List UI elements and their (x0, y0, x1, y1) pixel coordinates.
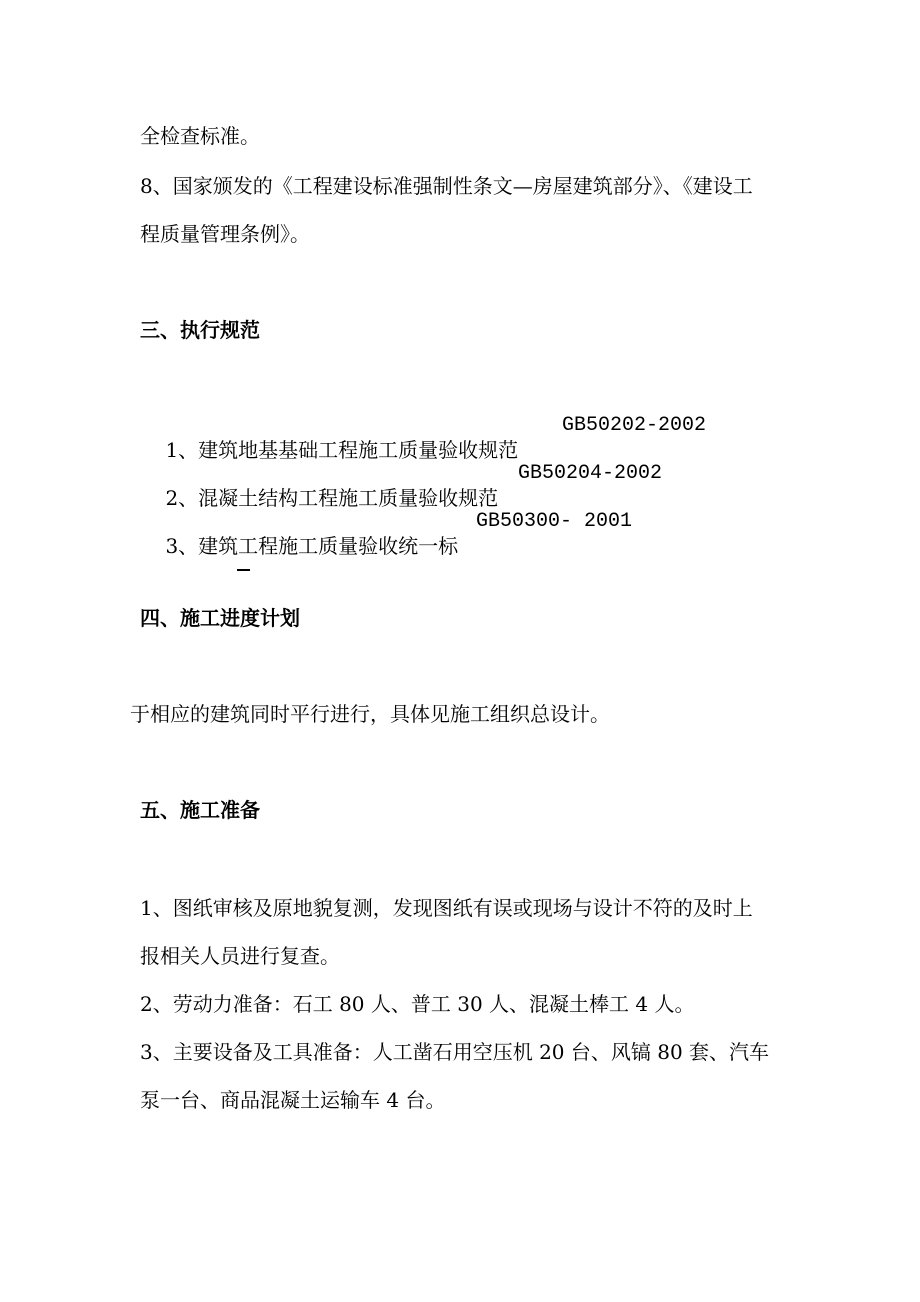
spec-item-code: GB50300- 2001 (476, 510, 633, 533)
section-4-text: 于相应的建筑同时平行进行，具体见施工组织总设计。 (130, 702, 610, 726)
prep-item-3-line-1: 3、主要设备及工具准备：人工凿石用空压机 20 台、风镐 80 套、汽车 (140, 1040, 770, 1064)
prep-item-2: 2、劳动力准备：石工 80 人、普工 30 人、混凝土棒工 4 人。 (140, 992, 695, 1016)
section-3-heading: 三、执行规范 (140, 318, 260, 342)
prev-section-line: 全检查标准。 (140, 124, 260, 148)
spec-item-code: GB50202-2002 (562, 414, 707, 437)
prep-item-1-line-2: 报相关人员进行复查。 (140, 944, 340, 968)
item-8-line-2: 程质量管理条例》。 (140, 222, 310, 246)
prep-item-1-line-1: 1、图纸审核及原地貌复测，发现图纸有误或现场与设计不符的及时上 (140, 896, 753, 920)
spec-item-label: 3、建筑工程施工质量验收统一标 (165, 534, 459, 558)
spec-item-3 (140, 510, 633, 582)
spec-item-label: 1、建筑地基基础工程施工质量验收规范 (165, 438, 519, 462)
prep-item-3-line-2: 泵一台、商品混凝土运输车 4 台。 (140, 1088, 446, 1112)
section-5-heading: 五、施工准备 (140, 798, 260, 822)
section-4-heading: 四、施工进度计划 (140, 606, 300, 630)
item-8-line-1: 8、国家颁发的《工程建设标准强制性条文—房屋建筑部分》、《建设工 (140, 174, 753, 198)
spec-item-code: GB50204-2002 (518, 462, 663, 485)
spec-item-label: 2、混凝土结构工程施工质量验收规范 (165, 486, 499, 510)
stray-dash-mark (237, 569, 250, 571)
